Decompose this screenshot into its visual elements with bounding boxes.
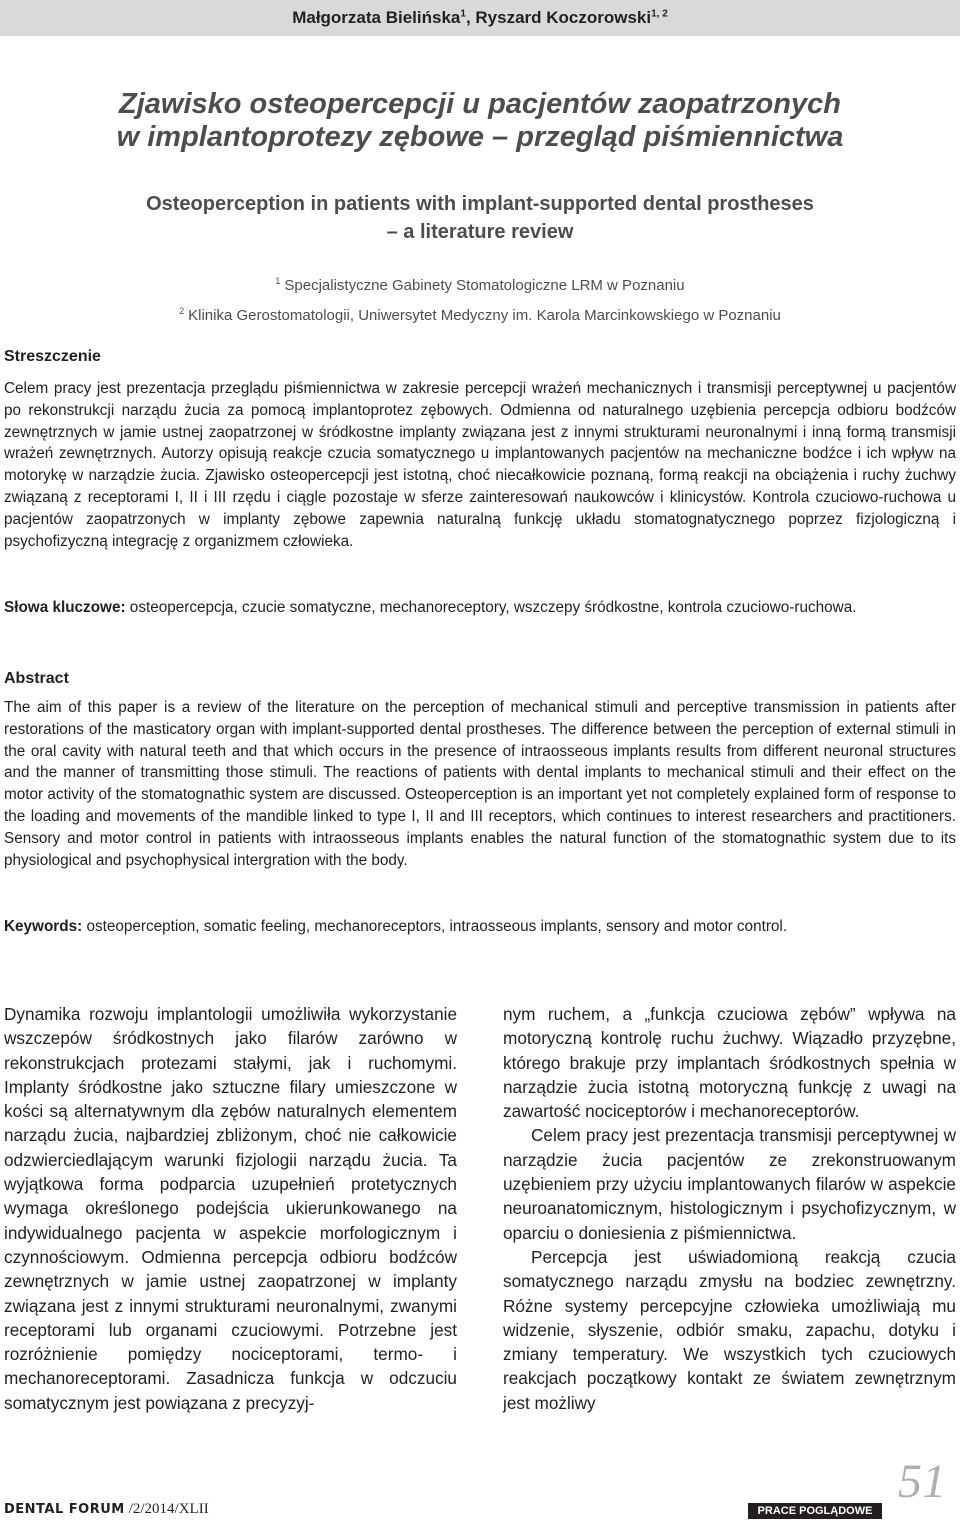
body-paragraph: Dynamika rozwoju implantologii umożliwiła wykorzystanie wszczepów śródkostnych jako filarów zarówno w rekonstrukcjach protezami stałymi, jak i ruchomymi. Implanty śródkostne jako sztuczne filary umieszczone w kości są alternatywnym dla zębów naturalnych elementem narządu żucia, najbardziej zbliżonym, choć nie całkowicie odzwierciedlającym warunki fizjologii narządu żucia. Ta wyjątkowa forma podparcia uzupełnień protetycznych wymaga określonego podejścia ukierunkowanego na indywidualnego pacjenta w aspekcie morfologicznym i czynnościowym. Odmienna percepcja odbioru bodźców zewnętrznych w jamie ustnej zaopatrzonej w implanty związana jest z innymi strukturami neuronalnymi, zwanymi receptorami lub organami czuciowymi. Potrzebne jest rozróżnienie pomiędzy nociceptorami, termo- i mechanoreceptorami. Zasadnicza funkcja w odczuciu somatycznym jest powiązana z precyzyj- <box>4 1004 457 1413</box>
body-column-left <box>4 1002 457 1415</box>
affil-ref-2: 1, 2 <box>651 8 668 20</box>
footer-journal <box>4 1500 209 1518</box>
slowa-kluczowe-text: osteopercepcja, czucie somatyczne, mechanoreceptory, wszczepy śródkostne, kontrola czuciowo-ruchowa. <box>125 599 857 616</box>
page-number: 51 <box>898 1455 946 1508</box>
abstract-text: The aim of this paper is a review of the literature on the perception of mechanical stimuli and perceptive transmission in patients after restorations of the masticatory organ with implant-supported dental prostheses. The difference between the perception of external stimuli in the oral cavity with natural teeth and that which occurs in the presence of intraosseous implants results from different neuronal structures and the manner of transmitting those stimuli. The reactions of patients with dental implants to mechanical stimuli and their effect on the motor activity of the stomatognathic system are discussed. Osteoperception is an important yet not completely explained form of response to the loading and movements of the mandible linked to type I, II and III receptors, which continues to interest researchers and practitioners. Sensory and motor control in patients with intraosseous implants enables the natural function of the stomatognathic system due to its physiological and psychophysical intergration with the body. <box>4 699 956 869</box>
slowa-kluczowe-label: Słowa kluczowe: <box>4 599 126 616</box>
author-2: , Ryszard Koczorowski <box>465 8 652 27</box>
title-english-line-1: Osteoperception in patients with implant-supported dental prostheses <box>146 193 814 215</box>
affil-ref-1: 1 <box>460 8 466 20</box>
streszczenie-heading: Streszczenie <box>4 348 101 365</box>
affiliation-2 <box>0 306 960 324</box>
affiliation-2-number: 2 <box>179 306 185 316</box>
title-english-line-2: – a literature review <box>386 221 574 243</box>
keywords-text: osteoperception, somatic feeling, mechanoreceptors, intraosseous implants, sensory and motor control. <box>82 918 788 935</box>
journal-logo: DENTAL FORUM <box>4 1502 125 1517</box>
affiliation-1-number: 1 <box>275 276 281 286</box>
body-column-right <box>503 1002 956 1415</box>
body-paragraph: Celem pracy jest prezentacja transmisji perceptywnej w narządzie żucia pacjentów ze zrekonstruowanym uzębieniem przy użyciu implantowanych filarów w aspekcie neuroanatomicznym, histologicznym i psychofizycznym, w oparciu o doniesienia z piśmiennictwa. <box>503 1125 956 1243</box>
title-polish <box>0 88 960 154</box>
slowa-kluczowe <box>4 597 956 619</box>
abstract-heading: Abstract <box>4 670 69 687</box>
affiliation-1 <box>0 276 960 294</box>
section-label: PRACE POGLĄDOWE <box>748 1503 882 1519</box>
keywords <box>4 916 956 938</box>
author-1: Małgorzata Bielińska <box>292 8 461 27</box>
keywords-label: Keywords: <box>4 918 83 935</box>
affiliation-2-text: Klinika Gerostomatologii, Uniwersytet Medyczny im. Karola Marcinkowskiego w Poznaniu <box>188 307 781 324</box>
title-polish-line-2: w implantoprotezy zębowe – przegląd piśmiennictwa <box>116 121 844 153</box>
title-english <box>0 190 960 246</box>
affiliation-1-text: Specjalistyczne Gabinety Stomatologiczne LRM w Poznaniu <box>284 277 685 294</box>
body-paragraph: nym ruchem, a „funkcja czuciowa zębów” wpływa na motoryczną kontrolę ruchu żuchwy. Wiązadło przyzębne, którego brakuje przy implantach śródkostnych spełnia w narządzie żucia istotną motoryczną funkcję z uwagi na zawartość nociceptorów i mechanoreceptorów. <box>503 1004 956 1122</box>
body-paragraph: Percepcja jest uświadomioną reakcją czucia somatycznego narządu zmysłu na bodziec zewnętrzny. Różne systemy percepcyjne człowieka umożliwiają mu widzenie, słyszenie, odbiór smaku, zapachu, dotyku i zmiany temperatury. We wszystkich tych czuciowych reakcjach początkowy kontakt ze światem zewnętrznym jest możliwy <box>503 1246 956 1413</box>
journal-issue: /2/2014/XLII <box>128 1501 209 1517</box>
authors <box>0 8 960 28</box>
streszczenie-text: Celem pracy jest prezentacja przeglądu piśmiennictwa w zakresie percepcji wrażeń mechanicznych i transmisji perceptywnej u pacjentów po rekonstrukcji narządu żucia za pomocą implantoprotez zębowych. Odmienna od naturalnego uzębienia percepcja odbioru bodźców zewnętrznych w jamie ustnej zaopatrzonej w śródkostne implanty związana jest z innymi strukturami neuronalnymi i inną formą transmisji wrażeń zewnętrznych. Autorzy opisują reakcje czucia somatycznego u implantowanych pacjentów na mechaniczne bodźce i ich wpływ na motorykę w narządzie żucia. Zjawisko osteopercepcji jest istotną, choć niecałkowicie poznaną, formą reakcji na obciążenia i ruchy żuchwy związaną z receptorami I, II i III rzędu i ciągle pozostaje w sferze zainteresowań naukowców i klinicystów. Kontrola czuciowo-ruchowa u pacjentów zaopatrzonych w implanty zębowe zapewnia naturalną funkcję układu stomatognatycznego poprzez fizjologiczną i psychofizyczną integrację z organizmem człowieka. <box>4 380 956 550</box>
title-polish-line-1: Zjawisko osteopercepcji u pacjentów zaopatrzonych <box>119 88 841 120</box>
